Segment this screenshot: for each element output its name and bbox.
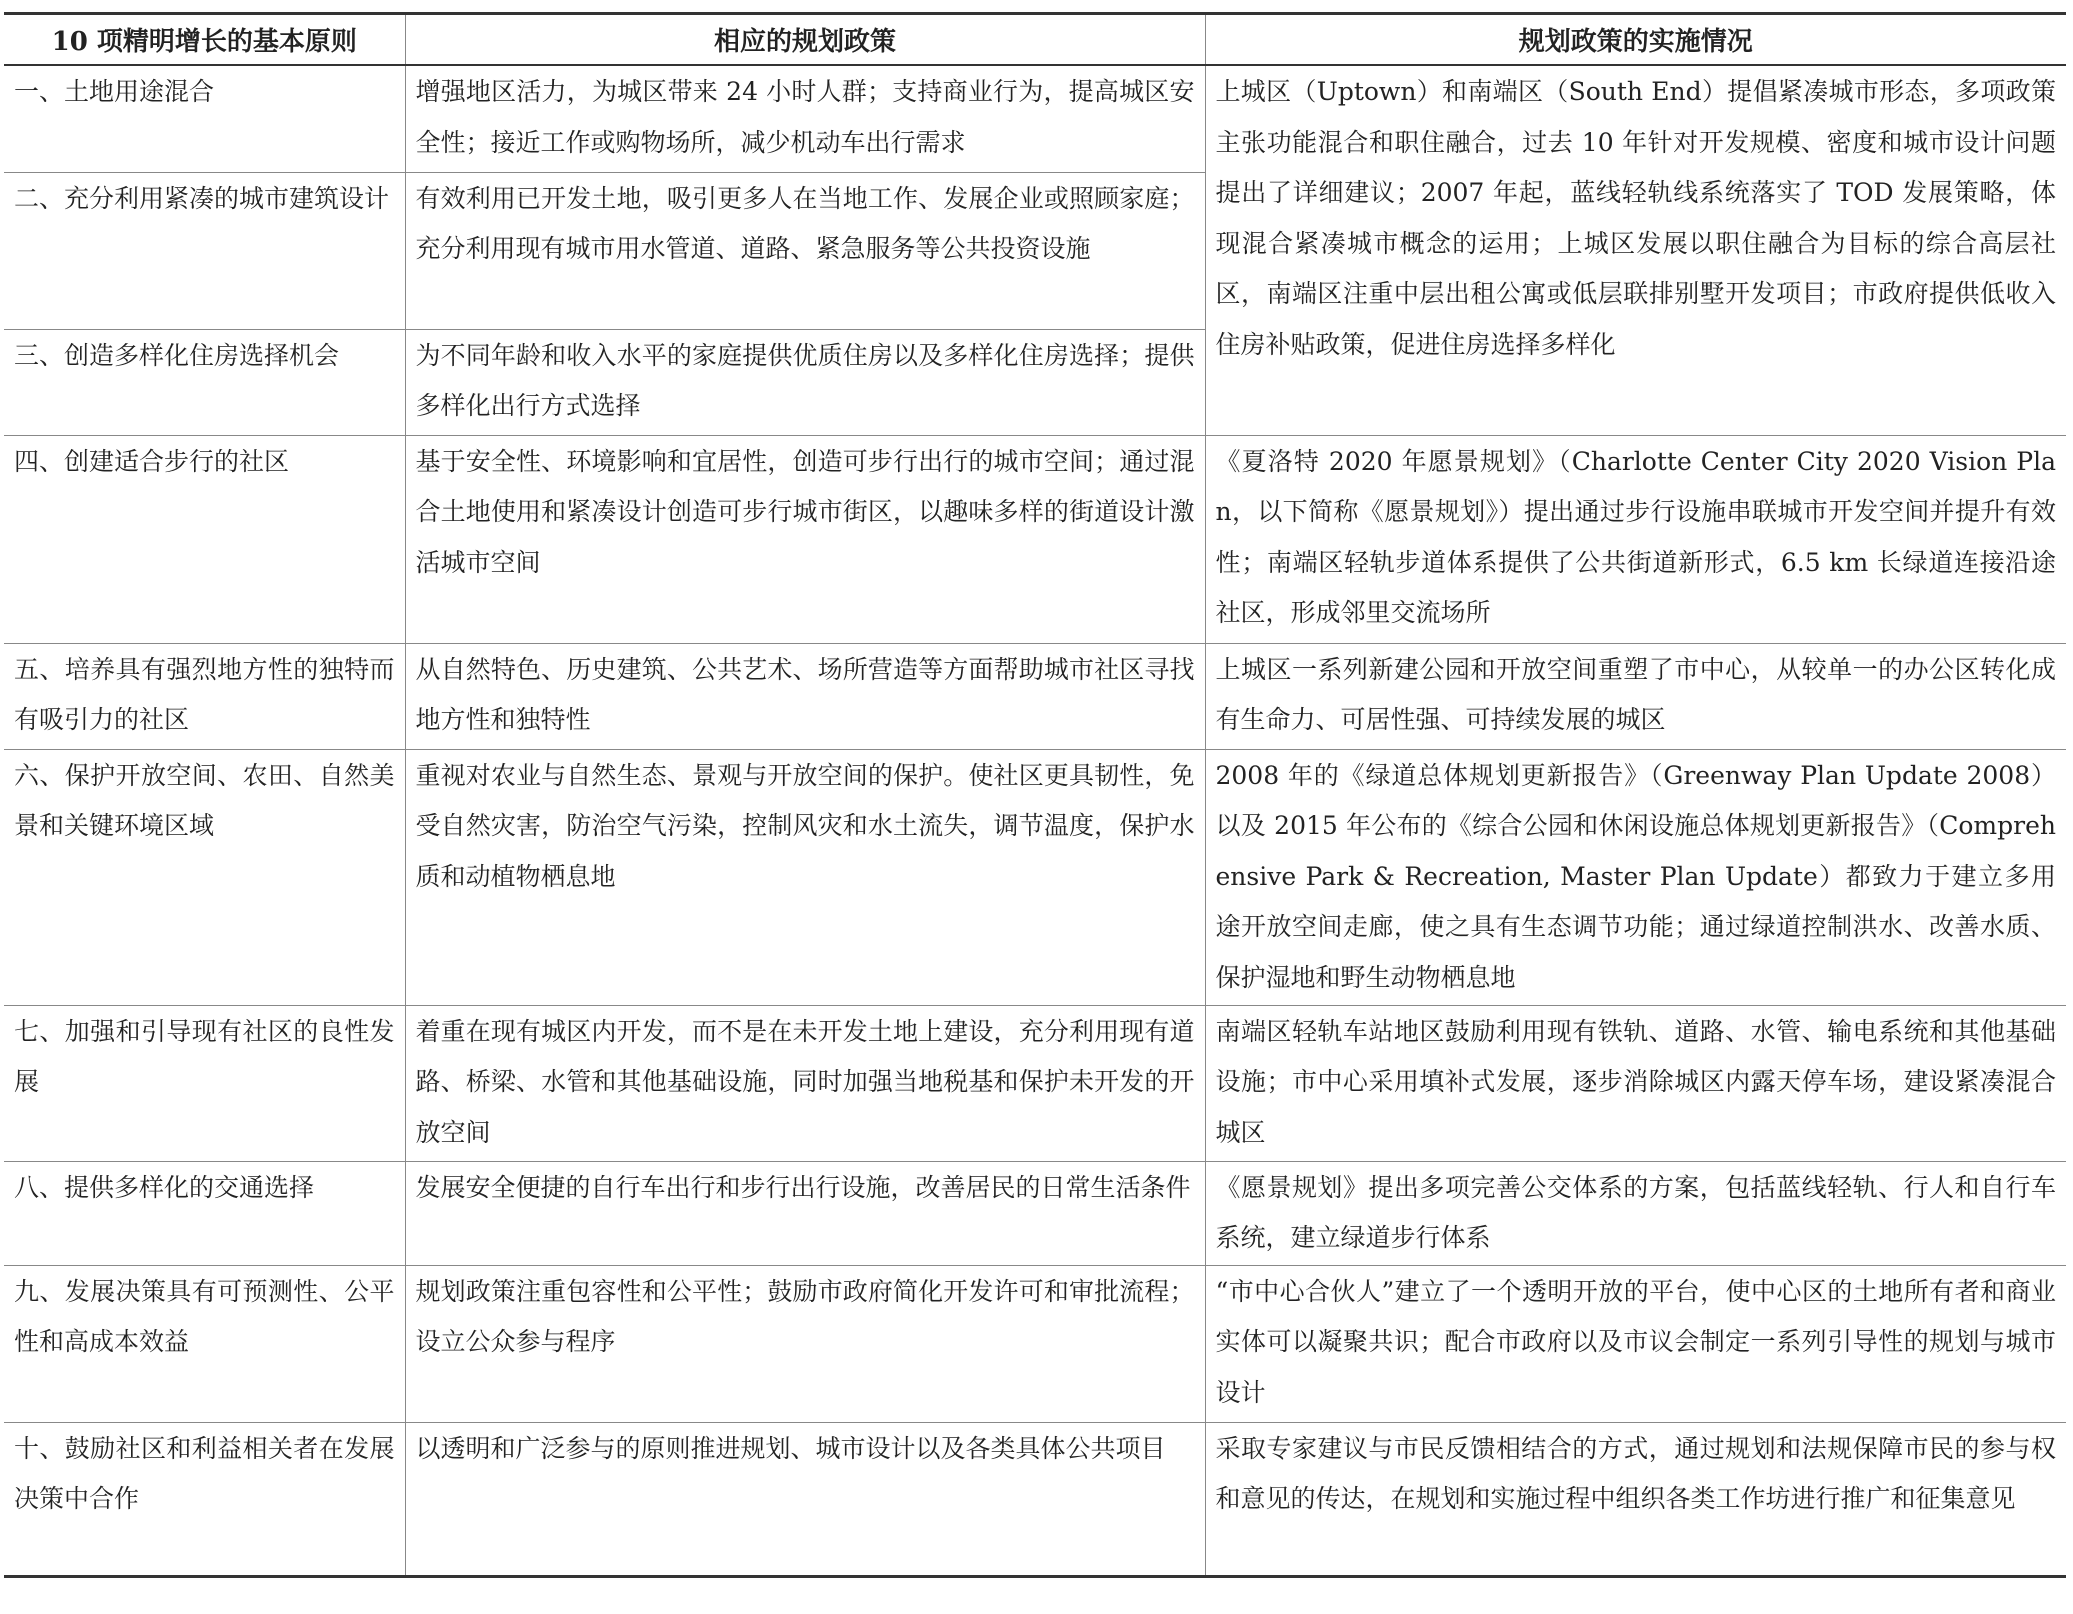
table-header-row xyxy=(4,14,2066,66)
principle-cell: 八、提供多样化的交通选择 xyxy=(4,1161,405,1265)
header-principles: 10 项精明增长的基本原则 xyxy=(4,14,405,66)
implementation-cell: 采取专家建议与市民反馈相结合的方式，通过规划和法规保障市民的参与权和意见的传达，在规划和实施过程中组织各类工作坊进行推广和征集意见 xyxy=(1205,1422,2066,1576)
principle-cell: 二、充分利用紧凑的城市建筑设计 xyxy=(4,172,405,329)
implementation-cell-merged: 上城区（Uptown）和南端区（South End）提倡紧凑城市形态，多项政策主张功能混合和职住融合，过去 10 年针对开发规模、密度和城市设计问题提出了详细建议；2007 年起，蓝线轻轨线系统落实了 TOD 发展策略，体现混合紧凑城市概念的运用；上城区发展以职住融合为目标的综合高层社区，南端区注重中层出租公寓或低层联排别墅开发项目；市政府提供低收入住房补贴政策，促进住房选择多样化 xyxy=(1205,65,2066,435)
principle-cell: 五、培养具有强烈地方性的独特而有吸引力的社区 xyxy=(4,643,405,749)
principle-cell: 一、土地用途混合 xyxy=(4,65,405,172)
table-row xyxy=(4,749,2066,1005)
policy-cell: 发展安全便捷的自行车出行和步行出行设施，改善居民的日常生活条件 xyxy=(405,1161,1205,1265)
policy-cell: 增强地区活力，为城区带来 24 小时人群；支持商业行为，提高城区安全性；接近工作或购物场所，减少机动车出行需求 xyxy=(405,65,1205,172)
implementation-cell: 《愿景规划》提出多项完善公交体系的方案，包括蓝线轻轨、行人和自行车系统，建立绿道步行体系 xyxy=(1205,1161,2066,1265)
policy-cell: 以透明和广泛参与的原则推进规划、城市设计以及各类具体公共项目 xyxy=(405,1422,1205,1576)
table-row xyxy=(4,1265,2066,1422)
principle-cell: 三、创造多样化住房选择机会 xyxy=(4,329,405,435)
policy-cell: 有效利用已开发土地，吸引更多人在当地工作、发展企业或照顾家庭；充分利用现有城市用水管道、道路、紧急服务等公共投资设施 xyxy=(405,172,1205,329)
header-policies: 相应的规划政策 xyxy=(405,14,1205,66)
table-row xyxy=(4,1161,2066,1265)
implementation-cell: “市中心合伙人”建立了一个透明开放的平台，使中心区的土地所有者和商业实体可以凝聚共识；配合市政府以及市议会制定一系列引导性的规划与城市设计 xyxy=(1205,1265,2066,1422)
policy-cell: 基于安全性、环境影响和宜居性，创造可步行出行的城市空间；通过混合土地使用和紧凑设计创造可步行城市街区，以趣味多样的街道设计激活城市空间 xyxy=(405,435,1205,643)
implementation-cell: 2008 年的《绿道总体规划更新报告》（Greenway Plan Update 2008）以及 2015 年公布的《综合公园和休闲设施总体规划更新报告》（Comprehensive Park & Recreation, Master Plan Update）都致力于建立多用途开放空间走廊，使之具有生态调节功能；通过绿道控制洪水、改善水质、保护湿地和野生动物栖息地 xyxy=(1205,749,2066,1005)
table-row xyxy=(4,1005,2066,1161)
principle-cell: 七、加强和引导现有社区的良性发展 xyxy=(4,1005,405,1161)
table-row xyxy=(4,1422,2066,1576)
principle-cell: 四、创建适合步行的社区 xyxy=(4,435,405,643)
implementation-cell: 《夏洛特 2020 年愿景规划》（Charlotte Center City 2020 Vision Plan，以下简称《愿景规划》）提出通过步行设施串联城市开发空间并提升有效性；南端区轻轨步道体系提供了公共街道新形式，6.5 km 长绿道连接沿途社区，形成邻里交流场所 xyxy=(1205,435,2066,643)
principle-cell: 九、发展决策具有可预测性、公平性和高成本效益 xyxy=(4,1265,405,1422)
table-row xyxy=(4,643,2066,749)
header-implementation: 规划政策的实施情况 xyxy=(1205,14,2066,66)
table-row xyxy=(4,65,2066,172)
policy-cell: 规划政策注重包容性和公平性；鼓励市政府简化开发许可和审批流程；设立公众参与程序 xyxy=(405,1265,1205,1422)
policy-cell: 着重在现有城区内开发，而不是在未开发土地上建设，充分利用现有道路、桥梁、水管和其他基础设施，同时加强当地税基和保护未开发的开放空间 xyxy=(405,1005,1205,1161)
table-row xyxy=(4,435,2066,643)
implementation-cell: 上城区一系列新建公园和开放空间重塑了市中心，从较单一的办公区转化成有生命力、可居性强、可持续发展的城区 xyxy=(1205,643,2066,749)
principle-cell: 十、鼓励社区和利益相关者在发展决策中合作 xyxy=(4,1422,405,1576)
implementation-cell: 南端区轻轨车站地区鼓励利用现有铁轨、道路、水管、输电系统和其他基础设施；市中心采用填补式发展，逐步消除城区内露天停车场，建设紧凑混合城区 xyxy=(1205,1005,2066,1161)
policy-cell: 为不同年龄和收入水平的家庭提供优质住房以及多样化住房选择；提供多样化出行方式选择 xyxy=(405,329,1205,435)
smart-growth-table xyxy=(4,12,2066,1578)
principle-cell: 六、保护开放空间、农田、自然美景和关键环境区域 xyxy=(4,749,405,1005)
policy-cell: 从自然特色、历史建筑、公共艺术、场所营造等方面帮助城市社区寻找地方性和独特性 xyxy=(405,643,1205,749)
policy-cell: 重视对农业与自然生态、景观与开放空间的保护。使社区更具韧性，免受自然灾害，防治空气污染，控制风灾和水土流失，调节温度，保护水质和动植物栖息地 xyxy=(405,749,1205,1005)
